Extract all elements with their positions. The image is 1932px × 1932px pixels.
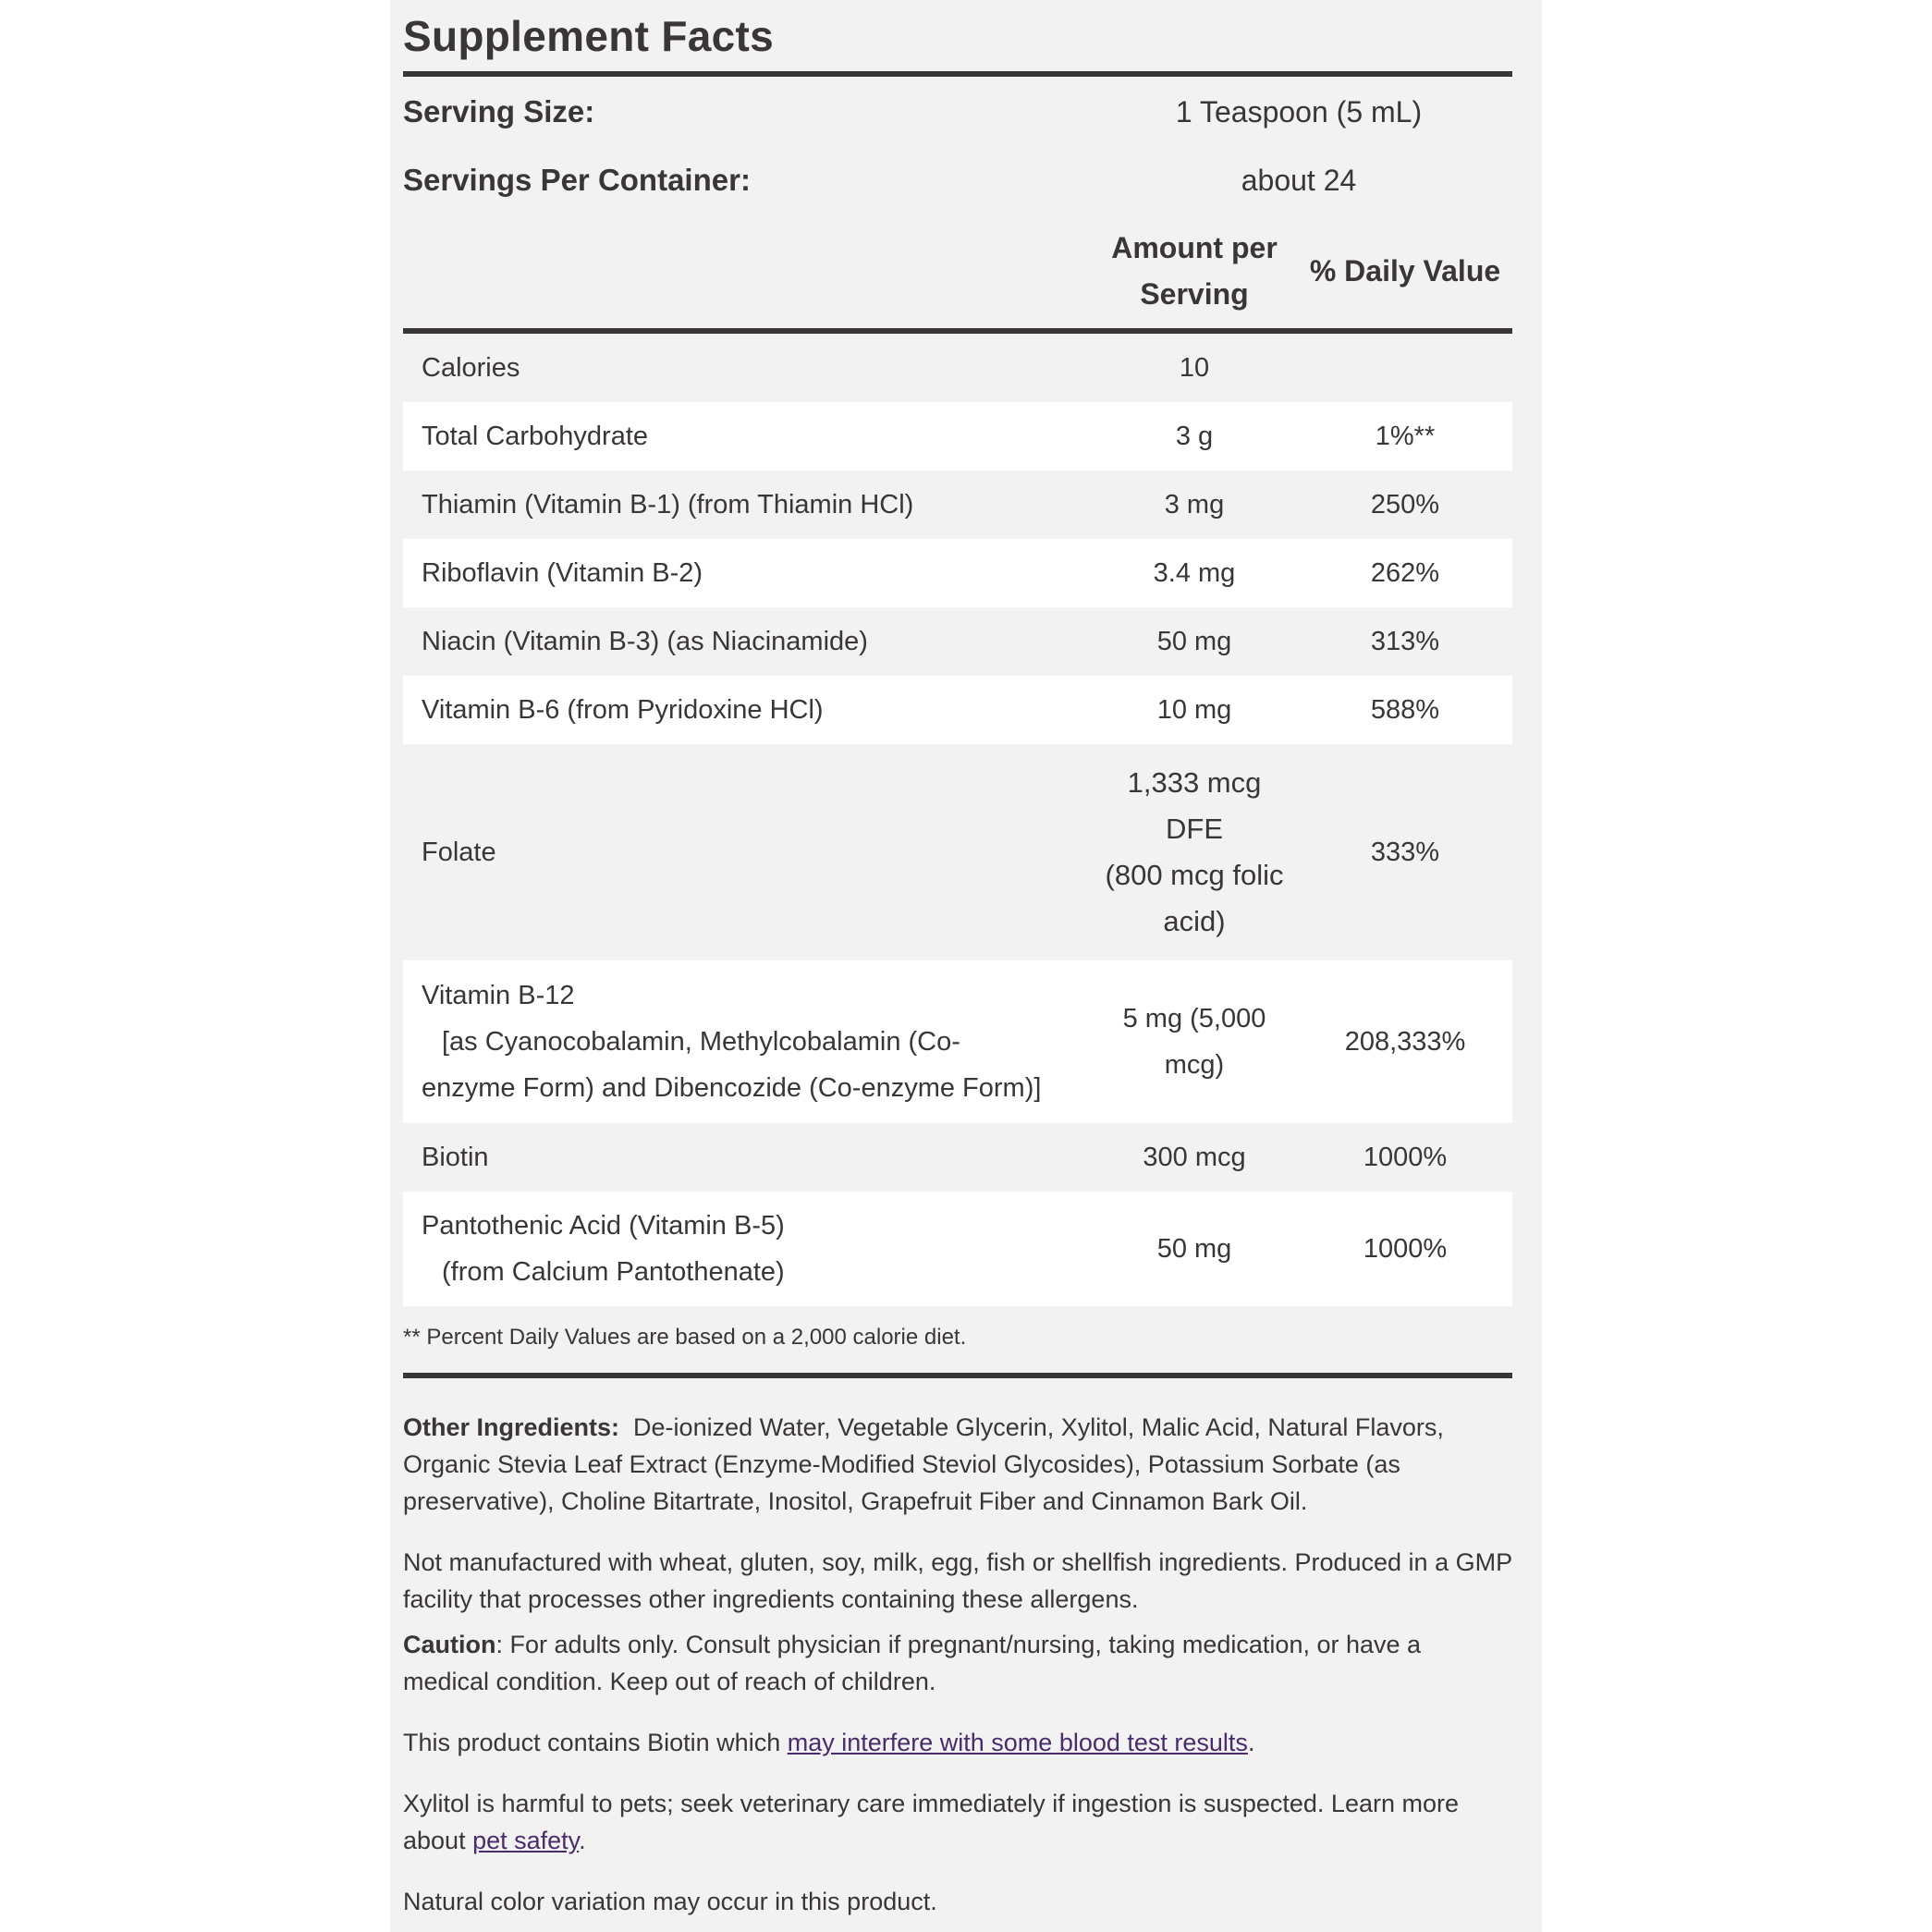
pet-safety-link[interactable]: pet safety [472, 1827, 580, 1854]
nutrient-name: Biotin [422, 1143, 489, 1172]
other-ingredients-label: Other Ingredients: [403, 1413, 620, 1441]
nutrient-daily-value: 1%** [1375, 422, 1436, 451]
servings-per-container-value: about 24 [1241, 163, 1357, 197]
nutrient-name: Calories [422, 353, 520, 383]
table-row-pantothenic-acid [403, 1192, 1512, 1306]
other-ingredients-text: De-ionized Water, Vegetable Glycerin, Xylitol, Malic Acid, Natural Flavors, Organic Stevia Leaf Extract (Enzyme-Modified Steviol Glycosides), Potassium Sorbate (as preservative), Choline Bitartrate, Inositol, Grapefruit Fiber and Cinnamon Bark Oil. [403, 1413, 1444, 1515]
nutrient-amount: 300 mcg [1143, 1143, 1246, 1172]
table-row-niacin [403, 607, 1512, 676]
amount-header-line1: Amount per [1111, 231, 1278, 264]
daily-value-header: % Daily Value [1309, 254, 1501, 287]
nutrient-name: Total Carbohydrate [422, 422, 649, 451]
table-row-riboflavin [403, 539, 1512, 607]
xylitol-notice-end: . [579, 1827, 586, 1854]
other-ingredients [403, 1409, 1512, 1520]
amount-line: 1,333 mcg [1127, 766, 1262, 799]
footnote-rule [403, 1373, 1512, 1378]
nutrient-name: Vitamin B-6 (from Pyridoxine HCl) [422, 695, 824, 725]
servings-per-container-row [403, 157, 1512, 203]
table-row-total-carbohydrate [403, 402, 1512, 471]
table-row-biotin [403, 1123, 1512, 1192]
amount-per-serving-header [1091, 225, 1298, 317]
nutrient-daily-value: 1000% [1363, 1234, 1448, 1264]
title-rule [403, 71, 1512, 77]
nutrient-amount: 3.4 mg [1153, 558, 1236, 588]
nutrient-amount: 3 g [1175, 422, 1214, 451]
daily-value-footnote: ** Percent Daily Values are based on a 2,000 calorie diet. [403, 1325, 967, 1350]
color-variation-note: Natural color variation may occur in this product. [403, 1888, 937, 1915]
nutrient-name-line: Vitamin B-12 [422, 981, 575, 1010]
nutrient-amount [1091, 996, 1298, 1088]
table-row-vitamin-b6 [403, 676, 1512, 744]
nutrient-amount: 3 mg [1164, 490, 1225, 520]
caution-statement [403, 1626, 1512, 1700]
amount-line: 5 mg (5,000 [1122, 1004, 1266, 1033]
nutrient-sub-line: (from Calcium Pantothenate) [442, 1257, 785, 1287]
nutrient-daily-value: 313% [1370, 627, 1440, 656]
xylitol-notice [403, 1785, 1512, 1859]
allergen-statement: Not manufactured with wheat, gluten, soy, milk, egg, fish or shellfish ingredients. Produced in a GMP facility that processes other ingredients containing these allergens. [403, 1548, 1512, 1613]
nutrient-amount: 50 mg [1156, 1234, 1232, 1264]
caution-text: : For adults only. Consult physician if pregnant/nursing, taking medication, or have a medical condition. Keep out of reach of children. [403, 1631, 1422, 1695]
nutrient-daily-value: 250% [1370, 490, 1440, 520]
table-row-vitamin-b12 [403, 960, 1512, 1123]
nutrient-name [403, 1203, 1091, 1295]
nutrient-name-line: Pantothenic Acid (Vitamin B-5) [422, 1211, 785, 1241]
caution-label: Caution [403, 1631, 496, 1658]
nutrient-daily-value: 588% [1370, 695, 1440, 725]
nutrient-amount [1091, 760, 1298, 945]
amount-line: DFE [1166, 813, 1223, 845]
serving-size-value: 1 Teaspoon (5 mL) [1175, 94, 1423, 128]
nutrient-sub-line: [as Cyanocobalamin, Methylcobalamin (Co- [442, 1027, 960, 1057]
table-row-calories [403, 334, 1512, 402]
serving-size-label: Serving Size: [403, 94, 595, 128]
nutrient-name: Folate [422, 838, 496, 867]
nutrient-name [403, 972, 1091, 1111]
biotin-notice [403, 1724, 1512, 1761]
blood-test-link[interactable]: may interfere with some blood test results [787, 1729, 1248, 1756]
nutrient-amount: 10 [1179, 353, 1210, 383]
biotin-notice-end: . [1247, 1729, 1255, 1756]
serving-size-row [403, 89, 1512, 135]
amount-line: (800 mcg folic [1105, 859, 1284, 891]
amount-line: mcg) [1164, 1050, 1225, 1080]
nutrient-name: Niacin (Vitamin B-3) (as Niacinamide) [422, 627, 868, 656]
nutrient-daily-value: 208,333% [1344, 1027, 1466, 1057]
page-title: Supplement Facts [403, 12, 774, 60]
nutrient-table [403, 334, 1512, 1306]
nutrient-sub-line: enzyme Form) and Dibencozide (Co-enzyme Form)] [422, 1073, 1042, 1103]
supplement-facts-panel [390, 0, 1542, 1932]
nutrient-amount: 10 mg [1156, 695, 1232, 725]
table-row-folate [403, 744, 1512, 960]
biotin-notice-text: This product contains Biotin which [403, 1729, 788, 1756]
table-row-thiamin [403, 471, 1512, 539]
amount-header-line2: Serving [1140, 277, 1249, 311]
nutrient-daily-value: 1000% [1363, 1143, 1448, 1172]
servings-per-container-label: Servings Per Container: [403, 163, 751, 197]
nutrient-name: Riboflavin (Vitamin B-2) [422, 558, 703, 588]
nutrient-name: Thiamin (Vitamin B-1) (from Thiamin HCl) [422, 490, 914, 520]
nutrient-amount: 50 mg [1156, 627, 1232, 656]
xylitol-notice-text: Xylitol is harmful to pets; seek veterinary care immediately if ingestion is suspected. Learn more about [403, 1790, 1460, 1854]
amount-line: acid) [1163, 905, 1226, 937]
nutrient-daily-value: 333% [1370, 838, 1440, 867]
nutrient-daily-value: 262% [1370, 558, 1440, 588]
